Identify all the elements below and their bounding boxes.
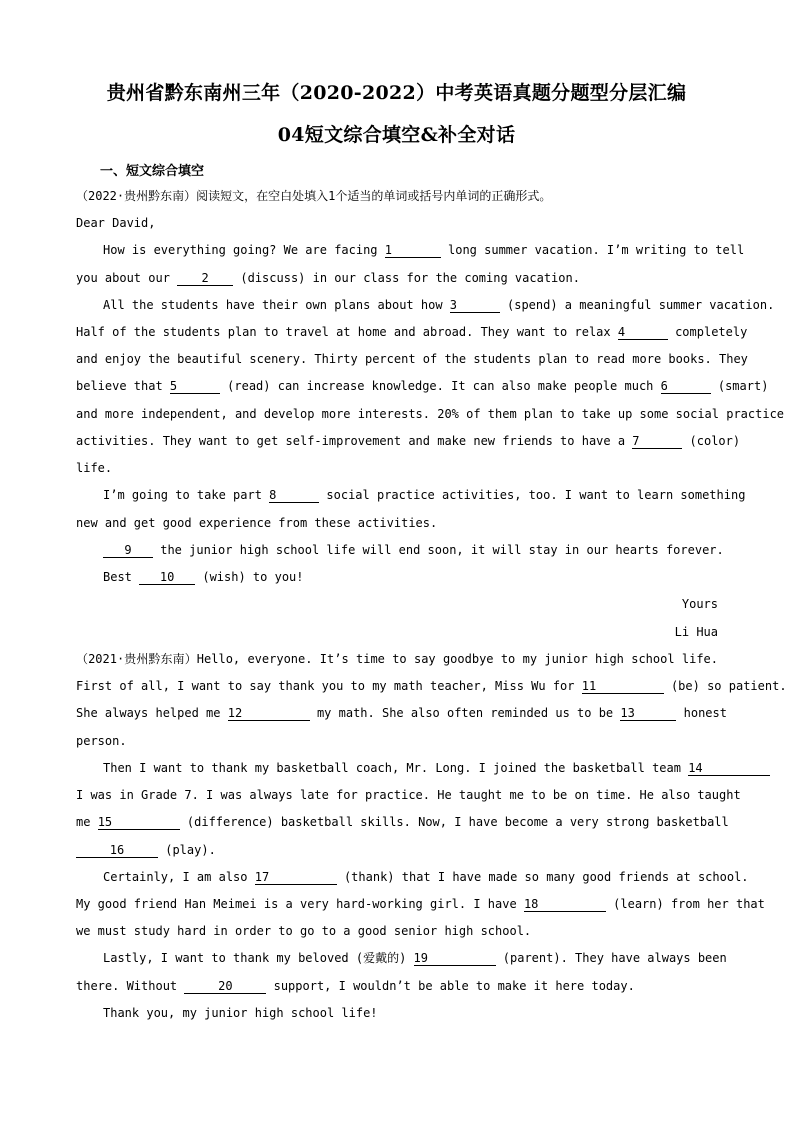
blank-3[interactable]: 3 [450, 298, 500, 313]
blank-11[interactable]: 11 [582, 679, 664, 694]
blank-12[interactable]: 12 [228, 706, 310, 721]
passage1-line: life. [76, 461, 113, 475]
blank-20[interactable]: 20 [184, 979, 266, 994]
document-title: 贵州省黔东南州三年（2020-2022）中考英语真题分题型分层汇编 [106, 82, 687, 104]
passage2-line: Lastly, I want to thank my beloved (爱戴的) 19 (parent). They have always been [103, 951, 727, 965]
passage1-line: believe that 5 (read) can increase knowledge. It can also make people much 6 (smart) [76, 379, 769, 393]
passage2-line: me 15 (difference) basketball skills. Now, I have become a very strong basketball [76, 815, 729, 829]
passage1-line: Half of the students plan to travel at home and abroad. They want to relax 4 completely [76, 325, 748, 339]
passage2-line: Thank you, my junior high school life! [103, 1006, 378, 1020]
passage1-line: How is everything going? We are facing 1 long summer vacation. I’m writing to tell [103, 243, 745, 257]
letter-greeting: Dear David, [76, 216, 156, 230]
blank-13[interactable]: 13 [620, 706, 676, 721]
passage2-line: 16 (play). [76, 842, 718, 858]
blank-2[interactable]: 2 [177, 271, 233, 286]
passage2-line: there. Without 20 support, I wouldn’t be able to make it here today. [76, 979, 635, 993]
blank-18[interactable]: 18 [524, 897, 606, 912]
section-heading: 一、短文综合填空 [100, 164, 205, 179]
blank-8[interactable]: 8 [269, 488, 319, 503]
passage1-line: and enjoy the beautiful scenery. Thirty percent of the students plan to read more books. They [76, 352, 748, 366]
passage2-line: She always helped me 12 my math. She also often reminded us to be 13 honest [76, 706, 727, 720]
blank-19[interactable]: 19 [414, 951, 496, 966]
passage2-line: First of all, I want to say thank you to my math teacher, Miss Wu for 11 (be) so patient. [76, 679, 787, 693]
passage1-intro: （2022·贵州黔东南）阅读短文，在空白处填入1个适当的单词或括号内单词的正确形式。 [76, 189, 552, 203]
blank-5[interactable]: 5 [170, 379, 220, 394]
passage1-line: activities. They want to get self-improvement and make new friends to have a 7 (color) [76, 434, 741, 448]
blank-7[interactable]: 7 [632, 434, 682, 449]
blank-17[interactable]: 17 [255, 870, 337, 885]
document-subtitle: 04短文综合填空&补全对话 [277, 124, 516, 146]
letter-closing: Yours [681, 597, 718, 611]
passage2-line: I was in Grade 7. I was always late for practice. He taught me to be on time. He also taught [76, 788, 741, 802]
passage1-line: I’m going to take part 8 social practice activities, too. I want to learn something [103, 488, 746, 502]
passage2-line: My good friend Han Meimei is a very hard-working girl. I have 18 (learn) from her that [76, 897, 765, 911]
passage1-line: 9 the junior high school life will end soon, it will stay in our hearts forever. [103, 542, 718, 558]
blank-10[interactable]: 10 [139, 570, 195, 585]
passage1-line: you about our 2 (discuss) in our class for the coming vacation. [76, 271, 580, 285]
blank-4[interactable]: 4 [618, 325, 668, 340]
passage2-line: we must study hard in order to go to a good senior high school. [76, 924, 532, 938]
passage1-line: All the students have their own plans about how 3 (spend) a meaningful summer vacation. [103, 298, 775, 312]
passage2-line: （2021·贵州黔东南）Hello, everyone. It’s time to say goodbye to my junior high school life. [76, 652, 718, 666]
blank-6[interactable]: 6 [661, 379, 711, 394]
passage1-line: Best 10 (wish) to you! [103, 570, 304, 584]
passage2-line: Certainly, I am also 17 (thank) that I have made so many good friends at school. [103, 870, 749, 884]
blank-9[interactable]: 9 [103, 543, 153, 558]
passage2-line: Then I want to thank my basketball coach, Mr. Long. I joined the basketball team 14 [103, 760, 718, 776]
blank-16[interactable]: 16 [76, 843, 158, 858]
blank-15[interactable]: 15 [98, 815, 180, 830]
blank-1[interactable]: 1 [385, 243, 441, 258]
passage1-line: and more independent, and develop more interests. 20% of them plan to take up some social practice [76, 407, 785, 421]
blank-14[interactable]: 14 [688, 761, 770, 776]
passage1-line: new and get good experience from these activities. [76, 516, 438, 530]
letter-signature: Li Hua [674, 625, 718, 639]
passage2-line: person. [76, 734, 127, 748]
